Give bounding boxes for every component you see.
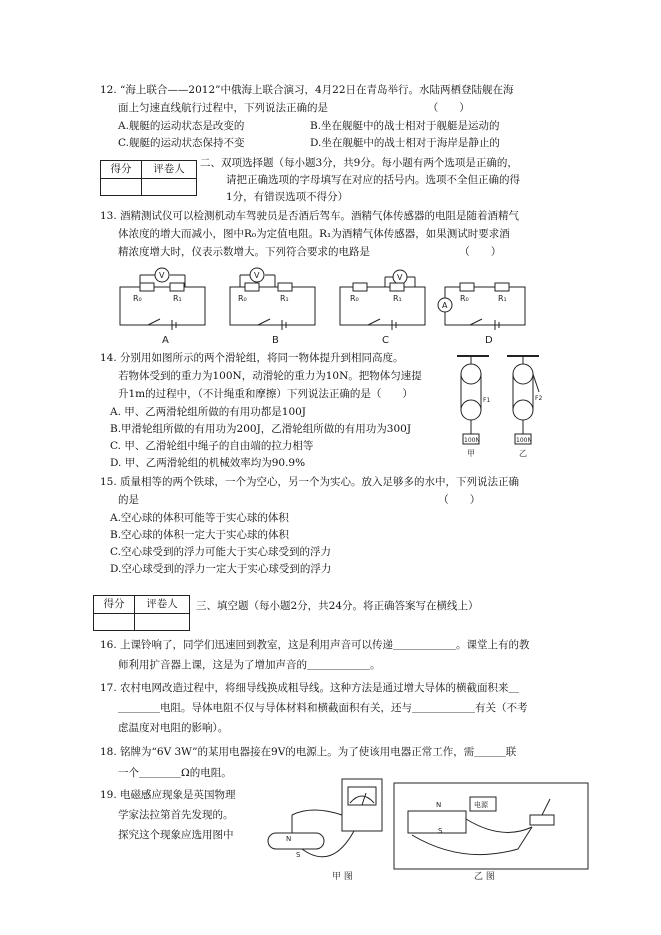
q13-d-meter-label: A bbox=[442, 301, 448, 310]
q15-option-b: B.空心球的体积一定大于实心球的体积 bbox=[110, 529, 290, 541]
score-table-1 bbox=[100, 160, 197, 196]
score-label: 得分 bbox=[94, 596, 135, 614]
q13-line3: 精浓度增大时，仪表示数增大。下列符合要求的电路是 （ ） bbox=[118, 246, 502, 258]
q19-line2: 学家法拉第首先发现的。 bbox=[118, 809, 234, 821]
q19-caption-jia: 甲 图 bbox=[332, 872, 353, 882]
score-cell[interactable] bbox=[101, 179, 142, 196]
score-cell[interactable] bbox=[94, 614, 135, 631]
q14-weight-jia: 100N bbox=[464, 437, 480, 444]
q13-label-d: D bbox=[485, 335, 493, 345]
q14-option-d: D. 甲、乙两滑轮组的机械效率均为90.9% bbox=[110, 457, 306, 469]
q13-a-r1: R₁ bbox=[173, 294, 182, 303]
q17-line3: 虑温度对电阻的影响）。 bbox=[118, 722, 229, 734]
q16-line2: 师利用扩音器上课，这是为了增加声音的＿＿＿＿＿＿。 bbox=[118, 659, 381, 671]
q19-yi-n: N bbox=[436, 801, 442, 809]
q13-c-meter-label: V bbox=[397, 273, 403, 282]
q13-label-a: A bbox=[162, 335, 169, 345]
q19-line3: 探究这个现象应选用图中 bbox=[118, 829, 234, 841]
q12-line2: 面上匀速直线航行过程中，下列说法正确的是 （ ） bbox=[118, 102, 470, 114]
q13-b-r0: R₀ bbox=[238, 294, 247, 303]
q19-jia-s: S bbox=[296, 851, 301, 859]
q14-weight-yi: 100N bbox=[516, 437, 532, 444]
q15-option-c: C.空心球受到的浮力可能大于实心球受到的浮力 bbox=[110, 546, 331, 558]
q14-pulley-diagram bbox=[455, 352, 545, 460]
q15-line2: 的是 （ ） bbox=[118, 494, 481, 506]
q13-line1: 13. 酒精测试仪可以检测机动车驾驶员是否酒后驾车。酒精气体传感器的电阻是随着酒精气 bbox=[100, 210, 520, 222]
q12-line1: 12. “海上联合——2012”中俄海上联合演习，4月22日在青岛举行。水陆两栖登陆舰在海 bbox=[100, 84, 514, 96]
q12-option-a: A.舰艇的运动状态是改变的 bbox=[118, 120, 245, 132]
q12-option-b: B.坐在舰艇中的战士相对于舰艇是运动的 bbox=[310, 120, 500, 132]
section2-line3: 1分，有错误选项不得分） bbox=[226, 191, 349, 203]
q14-line1: 14. 分别用如图所示的两个滑轮组，将同一物体提升到相同高度。 bbox=[100, 352, 404, 364]
q13-b-meter-label: V bbox=[254, 271, 260, 280]
q13-a-meter-label: V bbox=[159, 271, 165, 280]
q17-line2: ＿＿＿＿电阻。导体电阻不仅与导体材料和横截面积有关，还与＿＿＿＿＿＿有关（不考 bbox=[118, 702, 528, 714]
q12-option-d: D.坐在舰艇中的战士相对于海岸是静止的 bbox=[310, 137, 500, 149]
q16-line1: 16. 上课铃响了，同学们迅速回到教室，这是利用声音可以传递＿＿＿＿＿＿。课堂上有的教 bbox=[100, 639, 530, 651]
q14-option-c: C. 甲、乙滑轮组中绳子的自由端的拉力相等 bbox=[110, 440, 314, 452]
q14-option-a: A. 甲、乙两滑轮组所做的有用功都是100J bbox=[110, 406, 307, 418]
q13-c-r0: R₀ bbox=[350, 294, 359, 303]
q18-line2: 一个＿＿＿＿Ω的电阻。 bbox=[118, 767, 232, 779]
q13-line2: 体浓度的增大而减小，图中R₀为定值电阻。R₁为酒精气体传感器，如果测试时要求酒 bbox=[118, 228, 510, 240]
q14-line3: 升1m的过程中，（不计绳重和摩擦）下列说法正确的是（ ） bbox=[118, 388, 413, 400]
q13-b-r1: R₁ bbox=[280, 294, 289, 303]
q19-jia-n: N bbox=[286, 835, 292, 843]
q15-line1: 15. 质量相等的两个铁球，一个为空心，另一个为实心。放入足够多的水中，下列说法正确 bbox=[100, 476, 520, 488]
score-table-2 bbox=[93, 595, 190, 631]
q13-d-r1: R₁ bbox=[498, 294, 507, 303]
q18-line1: 18. 铭牌为“6V 3W”的某用电器接在9V的电源上。为了使该用电器正常工作，需＿＿＿联 bbox=[100, 746, 517, 758]
q13-a-r0: R₀ bbox=[133, 294, 142, 303]
q15-option-a: A.空心球的体积可能等于实心球的体积 bbox=[110, 512, 289, 524]
section3-title: 三、填空题（每小题2分，共24分。将正确答案写在横线上） bbox=[196, 600, 479, 612]
q14-f1-label: F1 bbox=[483, 397, 491, 404]
q14-caption-jia: 甲 bbox=[467, 449, 475, 458]
reviewer-label: 评卷人 bbox=[142, 161, 197, 179]
score-label: 得分 bbox=[101, 161, 142, 179]
q13-circuit-diagrams bbox=[110, 265, 530, 345]
reviewer-cell[interactable] bbox=[142, 179, 197, 196]
q14-f2-label: F2 bbox=[535, 395, 543, 402]
q13-c-r1: R₁ bbox=[393, 294, 402, 303]
q19-power-label: 电源 bbox=[474, 801, 488, 809]
q13-label-b: B bbox=[272, 335, 279, 345]
q12-option-c: C.舰艇的运动状态保持不变 bbox=[118, 137, 245, 149]
q14-option-b: B.甲滑轮组所做的有用功为200J，乙滑轮组所做的有用功为300J bbox=[110, 423, 412, 435]
section2-line2: 请把正确选项的字母填写在对应的括号内。选项不全但正确的得 bbox=[226, 174, 520, 186]
q19-line1: 19. 电磁感应现象是英国物理 bbox=[100, 789, 236, 801]
q15-option-d: D.空心球受到的浮力一定大于实心球受到的浮力 bbox=[110, 563, 332, 575]
q13-label-c: C bbox=[382, 335, 389, 345]
q19-experiment-diagrams bbox=[262, 775, 592, 883]
q19-yi-s: S bbox=[438, 827, 443, 835]
q14-caption-yi: 乙 bbox=[519, 449, 527, 458]
q13-d-r0: R₀ bbox=[460, 294, 469, 303]
q17-line1: 17. 农村电网改造过程中，将细导线换成粗导线。这种方法是通过增大导体的横截面积来＿ bbox=[100, 682, 520, 694]
reviewer-cell[interactable] bbox=[135, 614, 190, 631]
q19-caption-yi: 乙 图 bbox=[474, 872, 495, 882]
reviewer-label: 评卷人 bbox=[135, 596, 190, 614]
q14-line2: 若物体受到的重力为100N，动滑轮的重力为10N。把物体匀速提 bbox=[118, 370, 422, 382]
section2-line1: 二、双项选择题（每小题3分，共9分。每小题有两个选项是正确的， bbox=[200, 157, 518, 169]
